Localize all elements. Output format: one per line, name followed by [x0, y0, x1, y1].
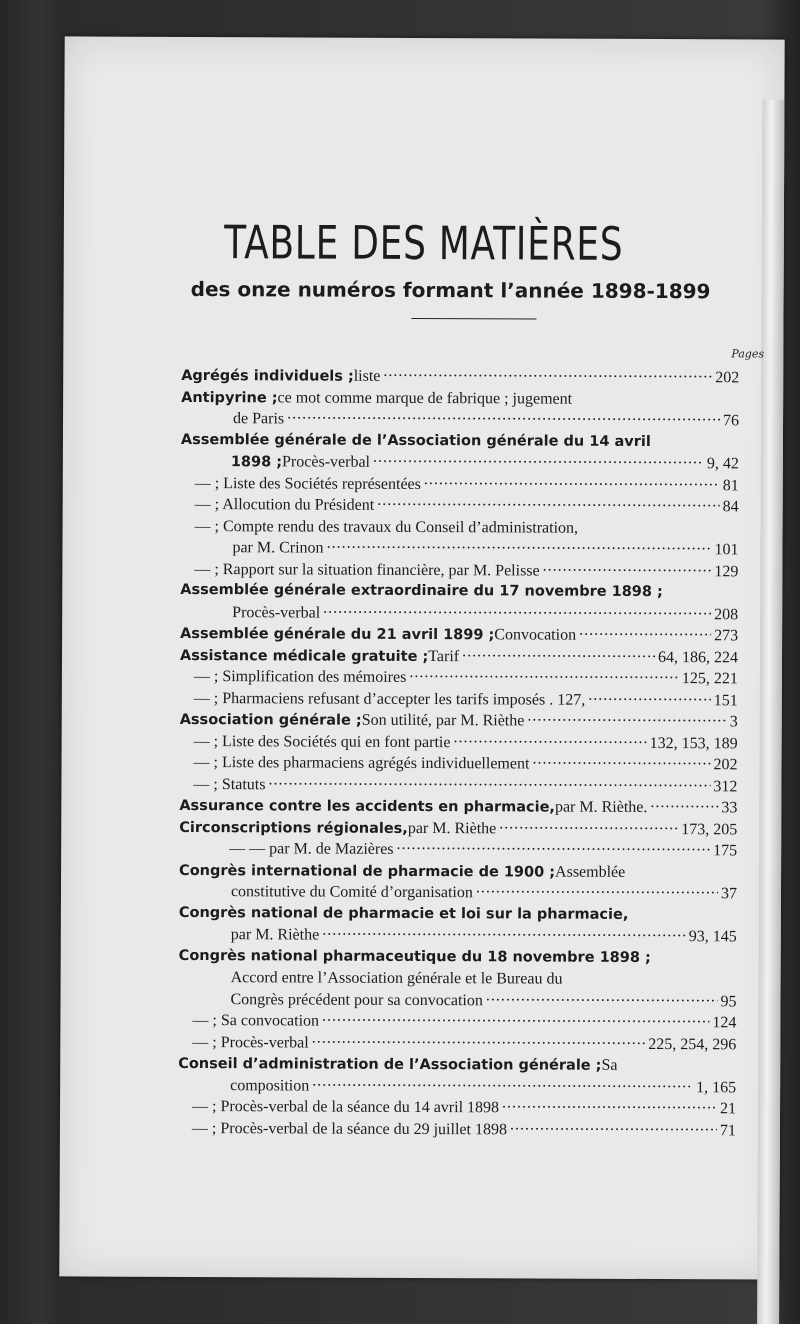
- page-title: TABLE DES MATIÈRES: [224, 215, 624, 271]
- toc-line: [179, 926, 737, 950]
- toc-line: [179, 797, 737, 821]
- toc-text: Procès-verbal: [282, 453, 371, 471]
- toc-keyword: Assemblée générale de l’Association générale du 14 avril: [180, 431, 651, 450]
- dot-leader: [397, 844, 711, 855]
- pages-column-label: Pages: [731, 347, 765, 361]
- toc-text: de Paris: [233, 410, 285, 428]
- toc-line: [179, 775, 737, 799]
- toc-page-number: 273: [714, 627, 739, 645]
- dot-leader: [268, 779, 710, 791]
- toc-line: [181, 474, 739, 498]
- toc-keyword: Assemblée générale extraordinaire du 17 novembre 1898 ;: [180, 581, 663, 601]
- toc-text: Son utilité, par M. Rièthe: [361, 711, 525, 730]
- toc-line: [181, 517, 739, 541]
- toc-text: — ; Statuts: [193, 775, 266, 793]
- toc-text: Accord entre l’Association générale et le Bureau du: [230, 969, 563, 988]
- toc-line: [178, 1076, 736, 1100]
- toc-line: [179, 818, 737, 842]
- toc-text: Convocation: [494, 626, 577, 644]
- toc-line: [181, 388, 739, 412]
- toc-text: Assemblée: [555, 863, 626, 881]
- toc-text: — ; Sa convocation: [192, 1012, 320, 1030]
- toc-text: Tarif: [428, 647, 460, 665]
- toc-page-number: 202: [713, 756, 738, 774]
- toc-page-number: 173, 205: [681, 820, 738, 838]
- toc-keyword: 1898 ;: [230, 454, 283, 471]
- toc-page-number: 151: [713, 691, 738, 709]
- dot-leader: [323, 607, 711, 619]
- dot-leader: [476, 887, 718, 898]
- toc-text: — ; Procès-verbal de la séance du 14 avril 1898: [192, 1098, 500, 1117]
- toc-text: — ; Allocution du Président: [194, 496, 375, 514]
- dot-leader: [579, 630, 711, 641]
- dot-leader: [424, 479, 720, 490]
- dot-leader: [322, 930, 686, 942]
- dot-leader: [312, 1080, 693, 1092]
- toc-page-number: 64, 186, 224: [657, 648, 739, 666]
- toc-page-number: 225, 254, 296: [648, 1035, 737, 1053]
- toc-line: [178, 1055, 736, 1079]
- toc-text: composition: [230, 1076, 310, 1095]
- dot-leader: [588, 694, 711, 705]
- toc-line: [180, 560, 738, 584]
- toc-line: [181, 496, 739, 520]
- toc-line: [181, 367, 739, 391]
- dot-leader: [502, 1102, 717, 1113]
- toc-line: [178, 1012, 736, 1036]
- dot-leader: [377, 500, 719, 511]
- dot-leader: [287, 413, 720, 425]
- toc-line: [180, 582, 738, 606]
- toc-text: par M. Rièthe: [230, 926, 320, 944]
- title-divider: [411, 318, 536, 320]
- page-subtitle: des onze numéros formant l’année 1898-1899: [190, 276, 711, 304]
- dot-leader: [650, 802, 718, 812]
- dot-leader: [373, 457, 704, 468]
- toc-page-number: 202: [715, 369, 740, 387]
- toc-text: — ; Procès-verbal de la séance du 29 juillet 1898: [191, 1119, 507, 1138]
- dot-leader: [453, 737, 646, 748]
- toc-page-number: 93, 145: [688, 928, 737, 946]
- toc-text: — ; Procès-verbal: [192, 1033, 309, 1052]
- toc-line: [180, 732, 738, 756]
- toc-text: ce mot comme marque de fabrique ; jugement: [277, 388, 573, 408]
- toc-page-number: 129: [714, 562, 739, 580]
- toc-page-number: 71: [719, 1121, 736, 1139]
- toc-line: [178, 1119, 736, 1143]
- toc-line: [178, 1033, 736, 1057]
- toc-keyword: Congrès national de pharmacie et loi sur la pharmacie,: [178, 904, 629, 923]
- toc-keyword: Antipyrine ;: [181, 389, 278, 406]
- toc-line: [180, 603, 738, 627]
- toc-page-number: 101: [714, 541, 739, 559]
- table-of-contents: [178, 367, 739, 1143]
- toc-line: [179, 840, 737, 864]
- toc-line: [179, 947, 737, 971]
- dot-leader: [322, 1016, 709, 1028]
- toc-keyword: Assistance médicale gratuite ;: [179, 647, 429, 665]
- toc-page-number: 175: [713, 842, 738, 860]
- toc-line: [179, 969, 737, 993]
- toc-text: liste: [353, 367, 381, 385]
- toc-line: [179, 861, 737, 885]
- dot-leader: [510, 1124, 717, 1135]
- toc-line: [181, 410, 739, 434]
- dot-leader: [532, 758, 710, 769]
- toc-page-number: 132, 153, 189: [649, 734, 738, 752]
- dot-leader: [499, 823, 678, 834]
- toc-keyword: Circonscriptions régionales,: [179, 819, 408, 837]
- toc-line: [180, 668, 738, 692]
- toc-page-number: 125, 221: [681, 670, 738, 688]
- toc-text: — ; Liste des Sociétés qui en font partie: [193, 732, 451, 751]
- toc-line: [180, 625, 738, 649]
- dot-leader: [383, 371, 712, 382]
- toc-text: constitutive du Comité d’organisation: [230, 883, 473, 902]
- toc-line: [181, 431, 739, 455]
- document-page: [59, 36, 784, 1279]
- toc-page-number: 33: [721, 799, 738, 817]
- toc-keyword: Assemblée générale du 21 avril 1899 ;: [180, 625, 495, 644]
- toc-keyword: Association générale ;: [179, 711, 362, 729]
- toc-text: Sa: [601, 1056, 618, 1074]
- toc-page-number: 76: [723, 412, 740, 430]
- toc-line: [181, 453, 739, 477]
- toc-text: Procès-verbal: [232, 603, 321, 622]
- toc-text: — ; Liste des Sociétés représentées: [194, 474, 421, 493]
- toc-text: — ; Compte rendu des travaux du Conseil d’administration,: [194, 517, 579, 537]
- toc-line: [179, 904, 737, 928]
- toc-keyword: Assurance contre les accidents en pharmacie,: [179, 797, 555, 816]
- toc-page-number: 1, 165: [696, 1078, 737, 1096]
- toc-page-number: 3: [729, 713, 738, 731]
- toc-text: — ; Liste des pharmaciens agrégés individuellement: [193, 754, 530, 773]
- toc-page-number: 312: [713, 777, 738, 795]
- toc-page-number: 81: [722, 476, 739, 494]
- toc-keyword: Congrès international de pharmacie de 1900 ;: [179, 862, 556, 881]
- dot-leader: [462, 651, 655, 662]
- toc-page-number: 9, 42: [706, 455, 739, 473]
- toc-page-number: 37: [720, 885, 738, 903]
- toc-page-number: 208: [714, 605, 739, 623]
- toc-page-number: 84: [722, 498, 739, 516]
- dot-leader: [409, 672, 679, 683]
- toc-keyword: Congrès national pharmaceutique du 18 novembre 1898 ;: [178, 947, 651, 966]
- toc-text: — ; Simplification des mémoires: [193, 668, 407, 686]
- dot-leader: [327, 543, 712, 555]
- toc-text: par M. Rièthe.: [554, 798, 648, 816]
- toc-line: [180, 646, 738, 670]
- toc-line: [180, 689, 738, 713]
- toc-line: [180, 539, 738, 563]
- dot-leader: [312, 1037, 646, 1048]
- toc-line: [179, 754, 737, 778]
- toc-text: — ; Pharmaciens refusant d’accepter les tarifs imposés . 127,: [193, 689, 586, 709]
- toc-text: — ; Rapport sur la situation financière, par M. Pelisse: [194, 560, 540, 580]
- toc-text: par M. Crinon: [232, 539, 324, 557]
- toc-text: par M. Rièthe: [407, 819, 497, 837]
- toc-keyword: Agrégés individuels ;: [181, 367, 354, 385]
- toc-text: Congrès précédent pour sa convocation: [230, 990, 483, 1009]
- toc-line: [178, 1098, 736, 1122]
- toc-text: — — par M. de Mazières: [229, 840, 394, 858]
- dot-leader: [543, 565, 712, 576]
- toc-keyword: Conseil d’administration de l’Association générale ;: [178, 1055, 602, 1074]
- dot-leader: [486, 995, 718, 1006]
- toc-line: [178, 990, 736, 1014]
- toc-line: [179, 883, 737, 907]
- toc-line: [180, 711, 738, 735]
- toc-page-number: 21: [719, 1100, 737, 1118]
- toc-page-number: 95: [720, 992, 737, 1010]
- dot-leader: [527, 715, 726, 726]
- toc-page-number: 124: [712, 1014, 737, 1032]
